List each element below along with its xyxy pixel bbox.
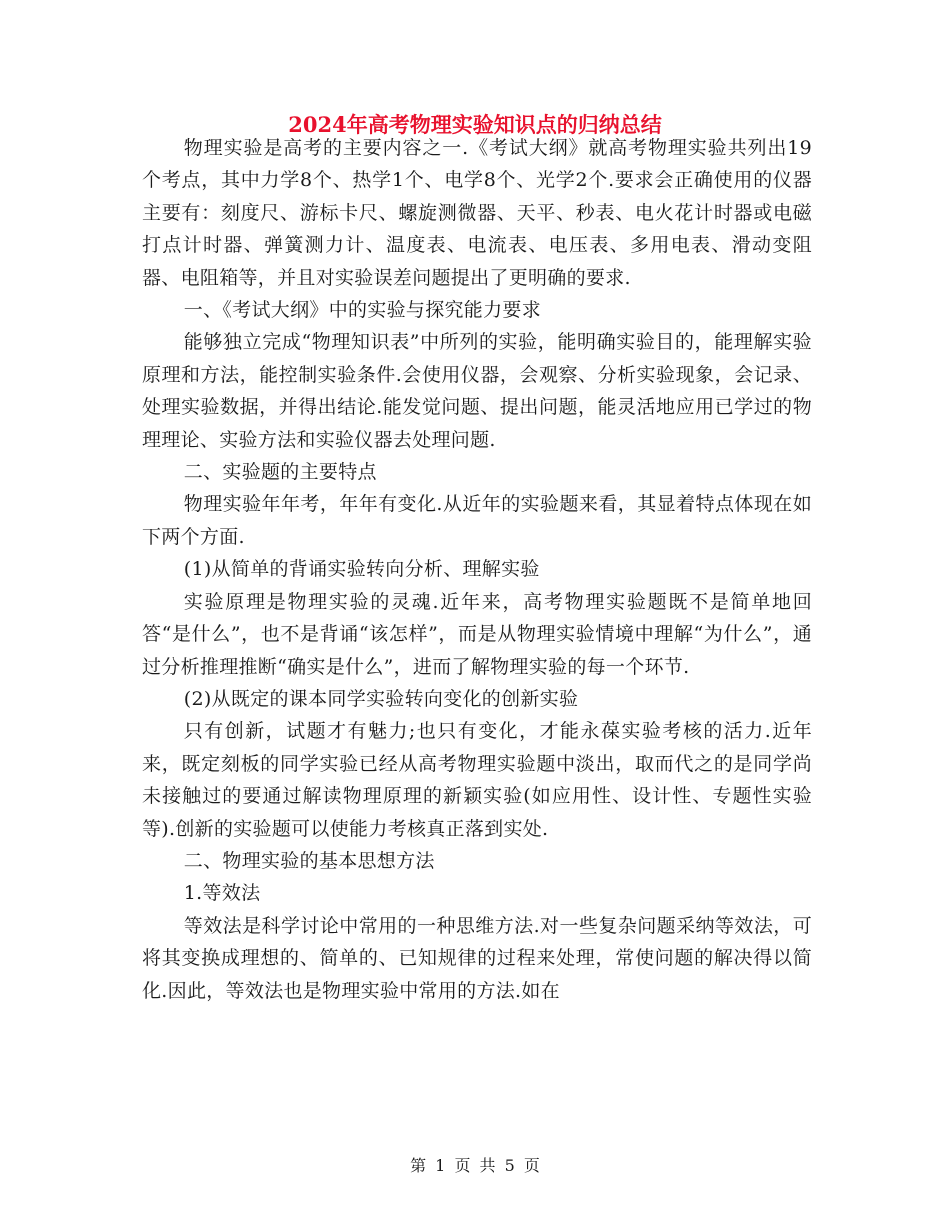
document-body (142, 132, 812, 1007)
heading-basic-methods: 二、物理实验的基本思想方法 (183, 849, 435, 872)
page-footer: 第 1 页 共 5 页 (410, 1156, 540, 1175)
paragraph-feature-1: 实验原理是物理实验的灵魂.近年来，高考物理实验题既不是简单地回答“是什么”，也不是背诵“该怎样”，而是从物理实验情境中理解“为什么”，通过分析推理推断“确实是什么”，进而了解物理实验的每一个环节. (142, 590, 812, 678)
paragraph-intro: 物理实验是高考的主要内容之一.《考试大纲》就高考物理实验共列出19个考点，其中力学8个、热学1个、电学8个、光学2个.要求会正确使用的仪器主要有：刻度尺、游标卡尺、螺旋测微器、天平、秒表、电火花计时器或电磁打点计时器、弹簧测力计、温度表、电流表、电压表、多用电表、滑动变阻器、电阻箱等，并且对实验误差问题提出了更明确的要求. (142, 137, 812, 289)
paragraph-equivalence-method: 等效法是科学讨论中常用的一种思维方法.对一些复杂问题采纳等效法，可将其变换成理想的、简单的、已知规律的过程来处理，常使问题的解决得以简化.因此，等效法也是物理实验中常用的方法.如在 (142, 914, 812, 1002)
heading-syllabus-requirements: 一、《考试大纲》中的实验与探究能力要求 (183, 299, 541, 322)
paragraph-feature-2: 只有创新，试题才有魅力;也只有变化，才能永葆实验考核的活力.近年来，既定刻板的同学实验已经从高考物理实验题中淡出，取而代之的是同学尚未接触过的要通过解读物理原理的新颖实验(如应用性、设计性、专题性实验等).创新的实验题可以使能力考核真正落到实处. (142, 720, 812, 840)
paragraph-ability: 能够独立完成“物理知识表”中所列的实验，能明确实验目的，能理解实验原理和方法，能控制实验条件.会使用仪器，会观察、分析实验现象，会记录、处理实验数据，并得出结论.能发觉问题、提出问题，能灵活地应用已学过的物理理论、实验方法和实验仪器去处理问题. (142, 331, 812, 451)
subheading-feature-1: (1)从简单的背诵实验转向分析、理解实验 (183, 558, 540, 581)
document-title: 2024年高考物理实验知识点的归纳总结 (288, 112, 662, 137)
subheading-feature-2: (2)从既定的课本同学实验转向变化的创新实验 (183, 687, 579, 710)
heading-main-features: 二、实验题的主要特点 (183, 461, 377, 484)
subheading-equivalence-method: 1.等效法 (183, 882, 261, 905)
paragraph-features-intro: 物理实验年年考，年年有变化.从近年的实验题来看，其显着特点体现在如下两个方面. (142, 493, 812, 548)
